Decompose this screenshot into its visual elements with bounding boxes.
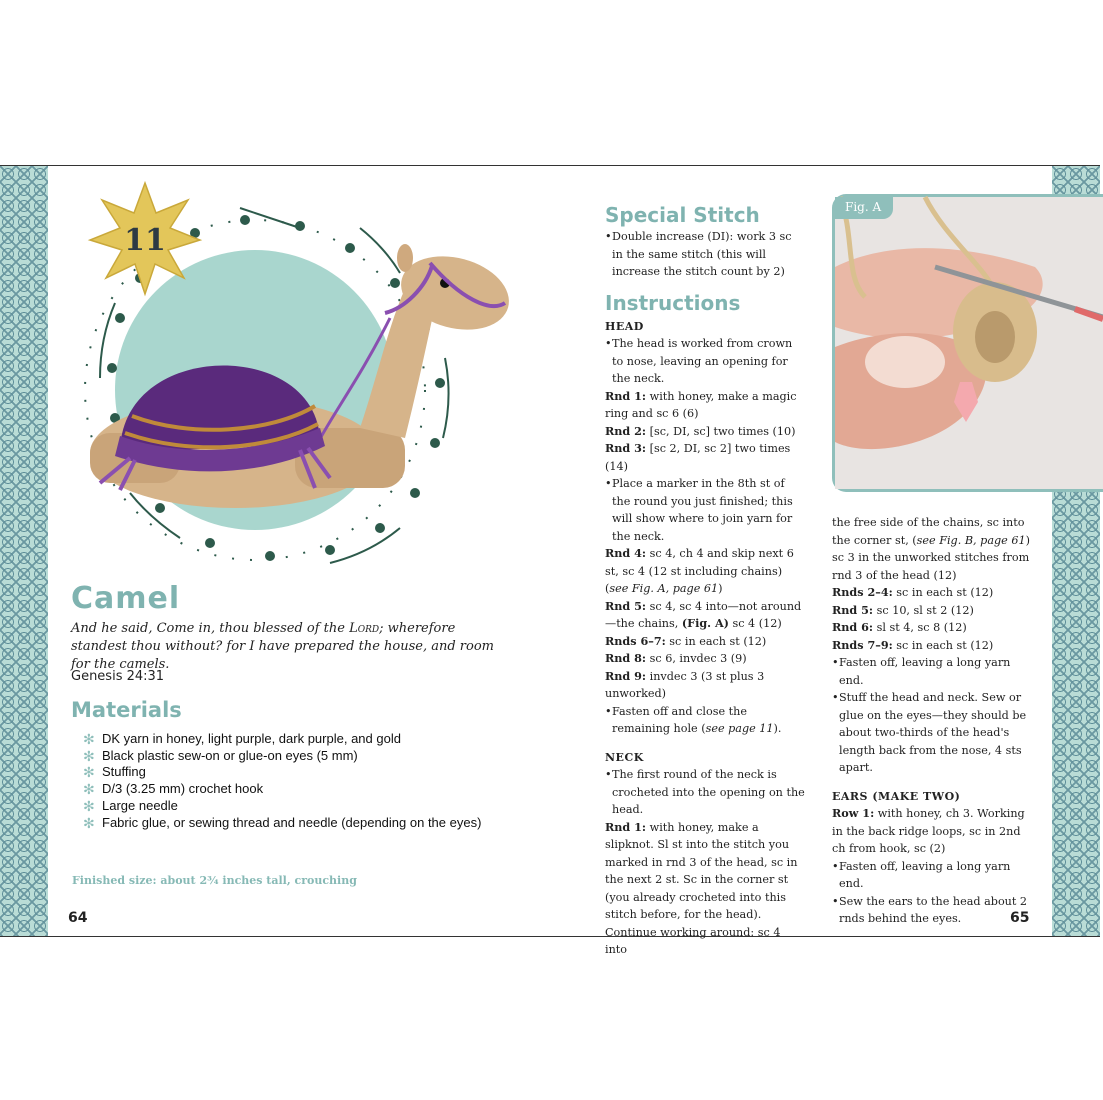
page-number-right: 65 — [1010, 910, 1030, 926]
list-item: ✻ Large needle — [83, 797, 178, 814]
neck-fasten: • Fasten off, leaving a long yarn end. — [832, 654, 1037, 689]
crochet-photo — [835, 197, 1103, 489]
head-rnd-2: Rnd 2: [sc, DI, sc] two times (10) — [605, 423, 796, 438]
bible-verse: And he said, Come in, thou blessed of the Lord; wherefore standest thou without? for I have prepared the house, and room for the camels. — [71, 621, 495, 672]
materials-list — [83, 731, 503, 831]
neck-continuation: the free side of the chains, sc into the corner st, (see Fig. B, page 61) sc 3 in the unworked stitches from rnd 3 of the head (12) — [832, 516, 1030, 582]
list-item: ✻ Fabric glue, or sewing thread and needle (depending on the eyes) — [83, 814, 482, 831]
neck-stuff: • Stuff the head and neck. Sew or glue on the eyes—they should be about two-thirds of the head's length back from the nose, 4 sts apart. — [832, 689, 1037, 777]
neck-rnds-2-4: Rnds 2–4: sc in each st (12) — [832, 585, 994, 599]
materials-heading: Materials — [71, 698, 182, 722]
book-spread — [0, 165, 1100, 956]
head-rnd-4: Rnd 4: sc 4, ch 4 and skip next 6 st, sc 4 (12 st including chains) (see Fig. A, page 61) — [605, 546, 794, 595]
fasten-close: • Fasten off and close the remaining hole (see page 11). — [605, 703, 805, 738]
asterisk-icon: ✻ — [83, 747, 95, 764]
neck-rnds-7-9: Rnds 7–9: sc in each st (12) — [832, 637, 994, 652]
figure-a-photo — [832, 194, 1103, 492]
ears-fasten: • Fasten off, leaving a long yarn end. — [832, 858, 1037, 893]
camel-illustration — [60, 178, 550, 588]
neck-rnd-1: Rnd 1: with honey, make a slipknot. Sl st into the stitch you marked in rnd 3 of the head, sc in the next 2 st. Sc in the corner st (you already crocheted into this stitch before, for the head). Continue working around: sc 4 into — [605, 819, 798, 956]
list-item: ✻ DK yarn in honey, light purple, dark purple, and gold — [83, 731, 401, 747]
head-intro: • The head is worked from crown to nose, leaving an opening for the neck. — [605, 335, 805, 388]
instructions-heading: Instructions — [605, 290, 741, 315]
list-item: ✻ Stuffing — [83, 764, 146, 781]
head-heading: HEAD — [605, 319, 644, 333]
asterisk-icon: ✻ — [83, 781, 95, 798]
special-stitch-text: • Double increase (DI): work 3 sc in the same stitch (this will increase the stitch count by 2) — [605, 228, 805, 281]
asterisk-icon: ✻ — [83, 731, 95, 747]
finished-size: Finished size: about 2¾ inches tall, crouching — [72, 874, 357, 887]
figure-label: Fig. A — [835, 197, 893, 219]
head-rnd-5: Rnd 5: sc 4, sc 4 into—not around—the chains, (Fig. A) sc 4 (12) — [605, 598, 802, 630]
head-rnd-8: Rnd 8: sc 6, invdec 3 (9) — [605, 651, 747, 665]
ears-row-1: Row 1: with honey, ch 3. Working in the back ridge loops, sc in 2nd ch from hook, sc (2) — [832, 806, 1025, 855]
day-badge — [90, 183, 200, 294]
neck-heading: NECK — [605, 750, 644, 764]
head-rnds-6-7: Rnds 6–7: sc in each st (12) — [605, 633, 767, 648]
head-rnd-3: Rnd 3: [sc 2, DI, sc 2] two times (14) — [605, 441, 791, 473]
head-rnd-9: Rnd 9: invdec 3 (3 st plus 3 unworked) — [605, 668, 765, 700]
special-stitch-heading: Special Stitch — [605, 203, 760, 227]
page-number-left: 64 — [68, 910, 88, 926]
marker-note: • Place a marker in the 8th st of the round you just finished; this will show where to join yarn for the neck. — [605, 475, 805, 545]
badge-number: 11 — [124, 223, 166, 258]
verse-reference: Genesis 24:31 — [71, 669, 165, 684]
asterisk-icon: ✻ — [83, 764, 95, 781]
neck-rnd-5: Rnd 5: sc 10, sl st 2 (12) — [832, 602, 974, 617]
neck-intro: • The first round of the neck is crocheted into the opening on the head. — [605, 766, 805, 819]
left-border-pattern — [0, 166, 48, 936]
neck-rnd-6: Rnd 6: sl st 4, sc 8 (12) — [832, 620, 967, 634]
ears-heading: EARS (MAKE TWO) — [832, 789, 961, 803]
instructions-column-1 — [605, 202, 805, 959]
instructions-column-2 — [832, 514, 1037, 928]
ears-sew: • Sew the ears to the head about 2 rnds behind the eyes. — [832, 893, 1037, 928]
list-item: ✻ D/3 (3.25 mm) crochet hook — [83, 781, 264, 798]
asterisk-icon: ✻ — [83, 797, 95, 814]
head-rnd-1: Rnd 1: with honey, make a magic ring and sc 6 (6) — [605, 388, 797, 420]
asterisk-icon: ✻ — [83, 814, 95, 831]
list-item: ✻ Black plastic sew-on or glue-on eyes (5 mm) — [83, 747, 358, 764]
page-title: Camel — [71, 581, 181, 616]
